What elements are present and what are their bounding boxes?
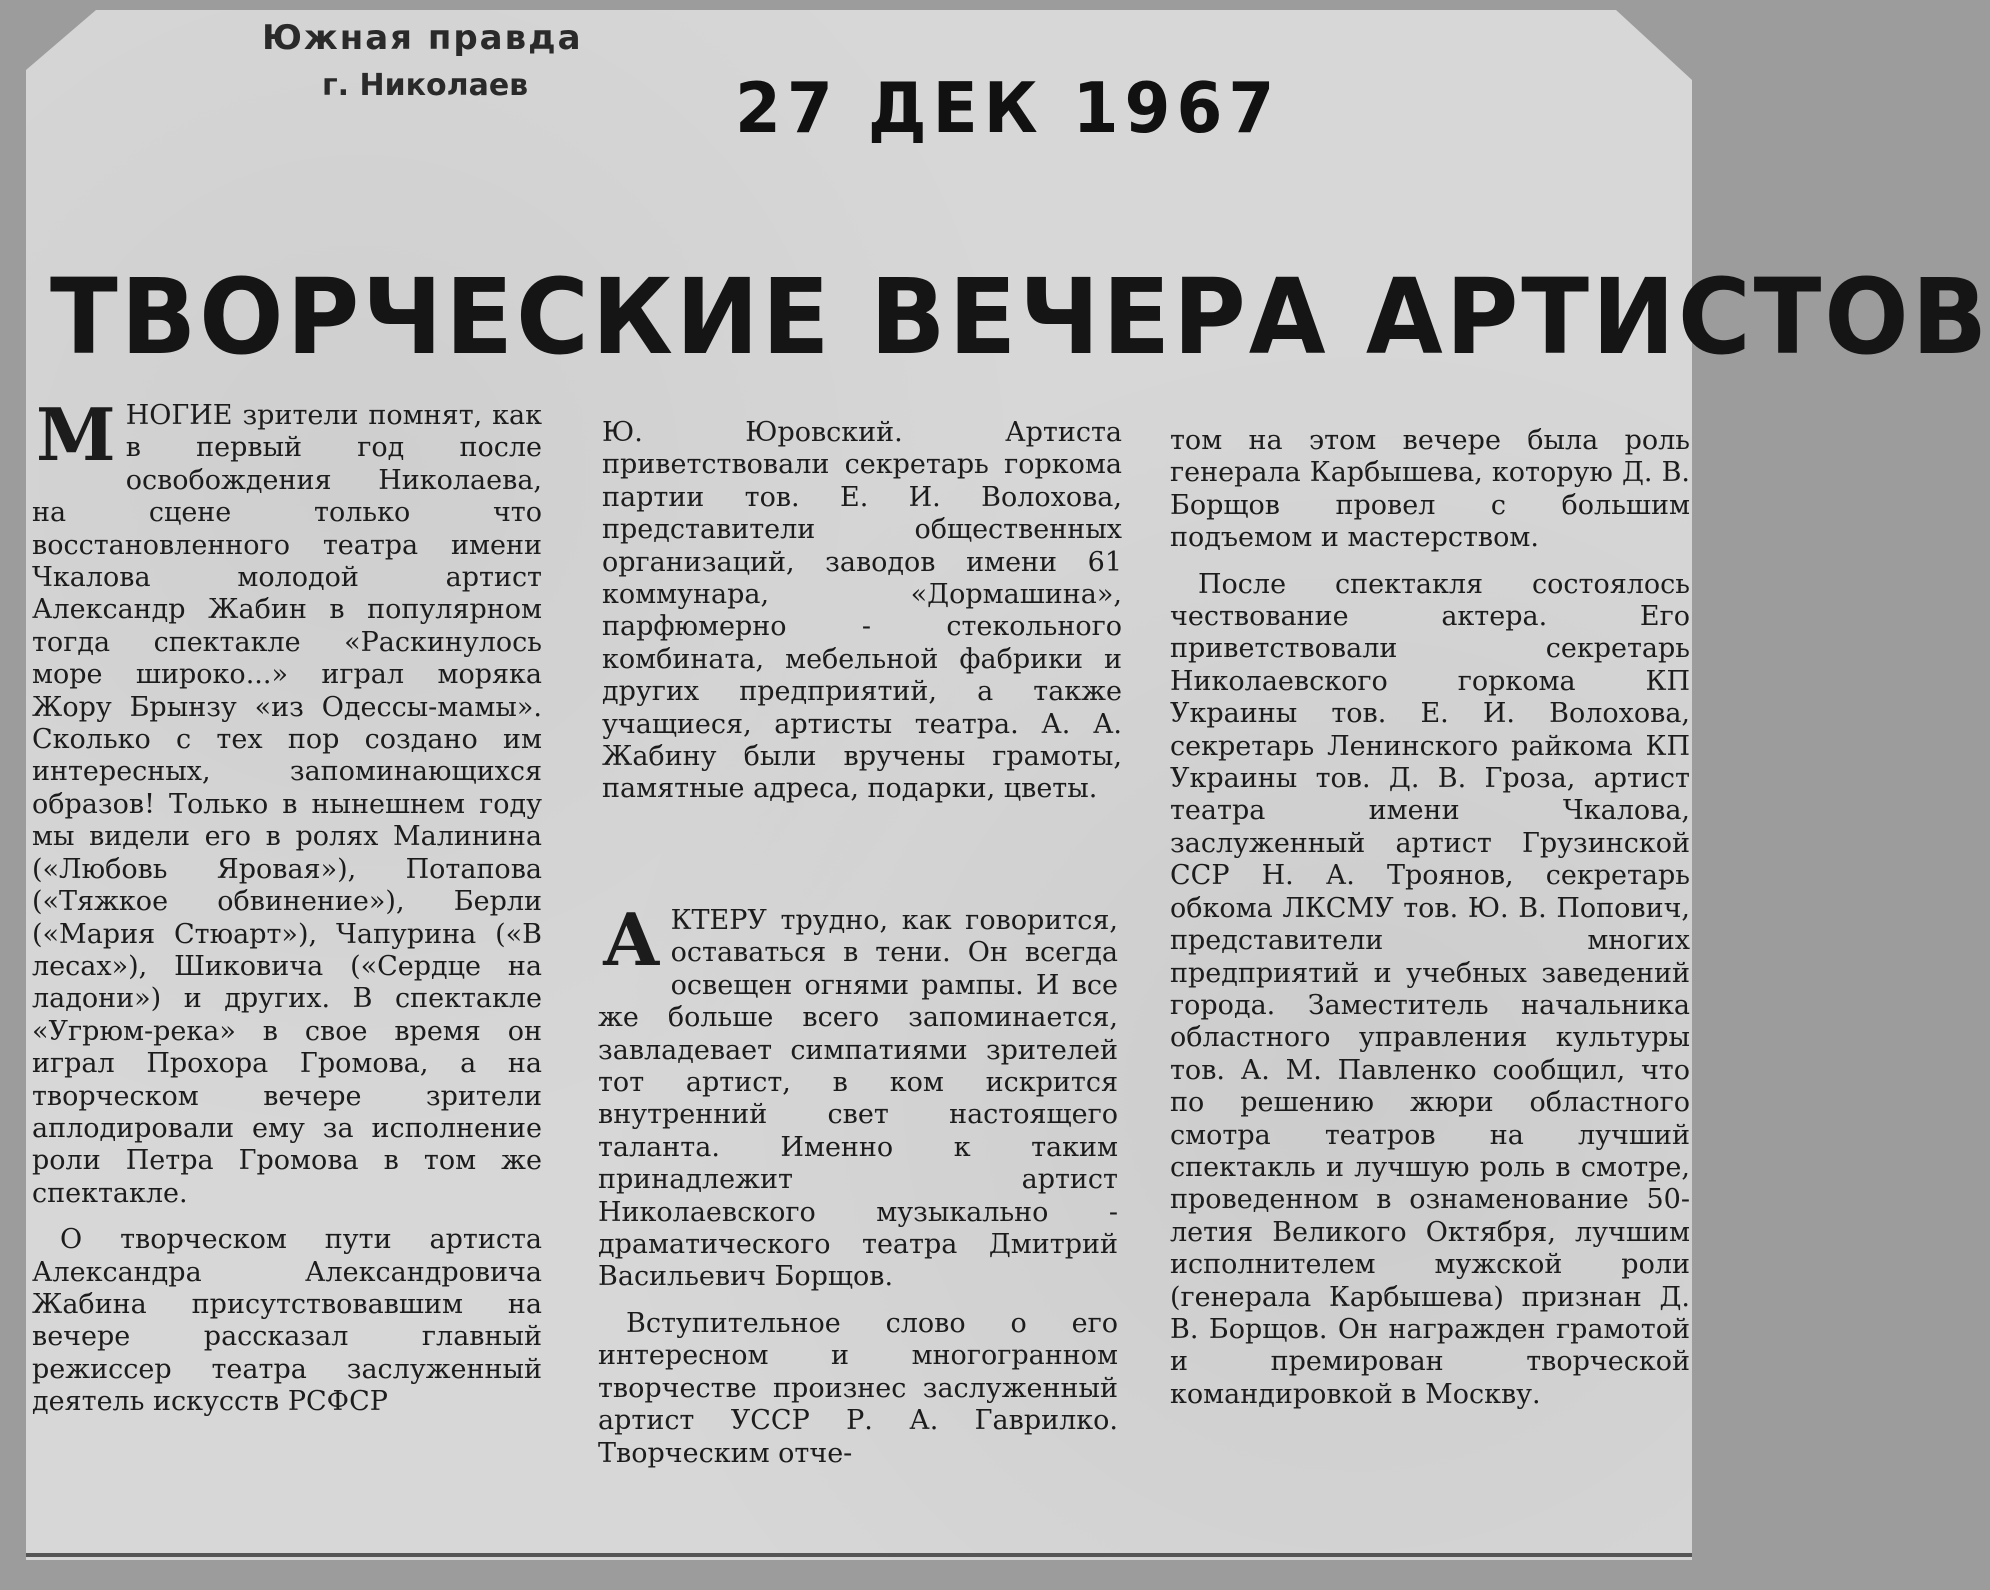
newspaper-name: Южная правда — [262, 18, 583, 58]
article2-column-1 — [598, 897, 1118, 1470]
article2-paragraph-3: том на этом вечере была роль генерала Карбышева, которую Д. В. Борщов провел с большим подъемом и мастерством. — [1170, 425, 1690, 554]
article2-paragraph-1 — [598, 897, 1118, 1294]
article2-paragraph-2: Вступительное слово о его интересном и многогранном творчестве произнес заслуженный артист УССР Р. А. Гаврилко. Творческим отче- — [598, 1307, 1118, 1469]
article2-paragraph-4: После спектакля состоялось чествование актера. Его приветствовали секретарь Николаевского горкома КП Украины тов. Е. И. Волохова, секретарь Ленинского райкома КП Украины тов. Д. В. Гроза, артист театра имени Чкалова, заслуженный артист Грузинской ССР Н. А. Троянов, секретарь обкома ЛКСМУ тов. Ю. В. Попович, представители многих предприятий и учебных заведений города. Заместитель начальника областного управления культуры тов. А. М. Павленко сообщил, что по решению жюри областного смотра театров на лучший спектакль и лучшую роль в смотре, проведенном в ознаменование 50-летия Великого Октября, лучшим исполнителем мужской роли (генерала Карбышева) признан Д. В. Борщов. Он награжден грамотой и премирован творческой командировкой в Москву. — [1170, 568, 1690, 1410]
article2-dropcap: А — [602, 897, 661, 982]
article1-paragraph-3: Ю. Юровский. Артиста приветствовали секретарь горкома партии тов. Е. И. Волохова, представители общественных организаций, заводов имени 61 коммунара, «Дормашина», парфюмерно - стекольного комбината, мебельной фабрики и других предприятий, а также учащиеся, артисты театра. А. А. Жабину были вручены грамоты, памятные адреса, подарки, цветы. — [602, 417, 1122, 805]
article1-paragraph-1 — [32, 392, 542, 1210]
headline: ТВОРЧЕСКИЕ ВЕЧЕРА АРТИСТОВ — [50, 256, 1990, 378]
article2-paragraph-1-text: КТЕРУ трудно, как говорится, оставаться в тени. Он всегда освещен огнями рампы. И все же больше всего запоминается, завладевает симпатиями зрителей тот артист, в ком искрится внутренний свет настоящего таланта. Именно к таким принадлежит артист Николаевского музыкально - драматического театра Дмитрий Васильевич Борщов. — [598, 905, 1118, 1293]
date-stamp: 27 ДЕК 1967 — [735, 68, 1281, 149]
article1-column-1 — [32, 392, 542, 1419]
newspaper-city: г. Николаев — [322, 68, 529, 103]
article1-paragraph-1-text: НОГИЕ зрители помнят, как в первый год после освобождения Николаева, на сцене только что восстановленного театра имени Чкалова молодой артист Александр Жабин в популярном тогда спектакле «Раскинулось море широко...» играл моряка Жору Брынзу «из Одессы-мамы». Сколько с тех пор создано им интересных, запоминающихся образов! Только в нынешнем году мы видели его в ролях Малинина («Любовь Яровая»), Потапова («Тяжкое обвинение»), Берли («Мария Стюарт»), Чапурина («В лесах»), Шиковича («Сердце на ладони») и других. В спектакле «Угрюм-река» в свое время он играл Прохора Громова, а на творческом вечере зрители аплодировали ему за исполнение роли Петра Громова в том же спектакле. — [32, 400, 542, 1209]
article1-paragraph-2: О творческом пути артиста Александра Александровича Жабина присутствовавшим на вечере рассказал главный режиссер театра заслуженный деятель искусств РСФСР — [32, 1224, 542, 1418]
masthead — [262, 18, 583, 103]
bottom-rule — [26, 1553, 1692, 1557]
article2-column-2 — [1170, 425, 1690, 1411]
article1-dropcap: М — [36, 392, 116, 477]
article1-column-2 — [602, 417, 1122, 806]
